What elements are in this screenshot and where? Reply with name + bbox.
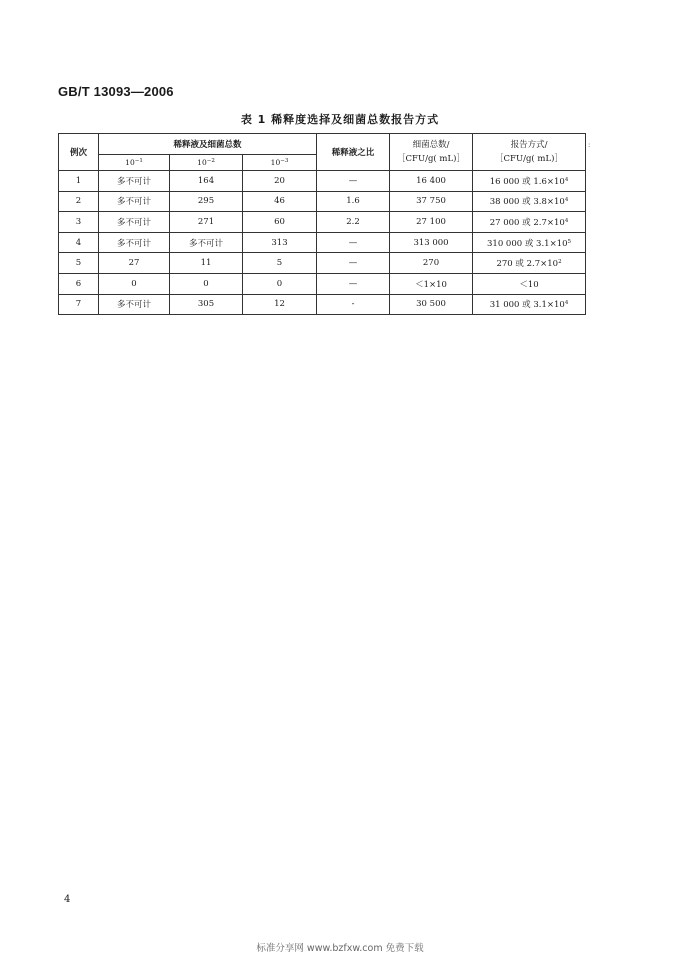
dilution-base: 10 — [197, 158, 207, 167]
header-bacterial-count — [390, 134, 473, 171]
table-row — [59, 212, 586, 233]
report-exponent: 4 — [564, 197, 569, 204]
dilution-exponent: −1 — [134, 158, 143, 164]
cell-dilution-2: 271 — [170, 212, 243, 233]
cell-ratio: — — [317, 232, 390, 253]
header-ratio: 稀释液之比 — [317, 134, 390, 171]
cell-dilution-3: 0 — [243, 273, 317, 294]
cell-case-no: 2 — [59, 191, 99, 212]
cell-ratio: 1.6 — [317, 191, 390, 212]
cell-dilution-3: 20 — [243, 171, 317, 192]
watermark: 标准分享网 www.bzfxw.com 免费下载 — [256, 943, 424, 954]
cell-dilution-2: 164 — [170, 171, 243, 192]
cell-dilution-3: 313 — [243, 232, 317, 253]
dilution-exponent: −3 — [280, 158, 289, 164]
cell-case-no: 5 — [59, 253, 99, 274]
cell-bacterial-count: 16 400 — [390, 171, 473, 192]
cell-dilution-2: 11 — [170, 253, 243, 274]
cell-case-no: 6 — [59, 273, 99, 294]
cell-dilution-2: 305 — [170, 294, 243, 315]
cell-case-no: 1 — [59, 171, 99, 192]
report-value: 38 000 或 3.8×10 — [489, 197, 565, 208]
cell-dilution-3: 12 — [243, 294, 317, 315]
report-exponent: 4 — [564, 217, 569, 224]
dilution-report-table — [58, 133, 586, 315]
cell-dilution-2: 0 — [170, 273, 243, 294]
cell-dilution-1: 27 — [99, 253, 170, 274]
header-case-no: 例次 — [59, 134, 99, 171]
table-row — [59, 232, 586, 253]
cell-report-method — [473, 294, 586, 315]
header-bacterial-count-line2: ［CFU/g( mL)］ — [397, 154, 465, 164]
header-report-method-line1: 报告方式/ — [510, 140, 548, 150]
cell-bacterial-count: ＜1×10 — [390, 273, 473, 294]
cell-bacterial-count: 27 100 — [390, 212, 473, 233]
report-exponent: 2 — [558, 259, 562, 266]
report-exponent: 4 — [564, 300, 569, 307]
report-value: 27 000 或 2.7×10 — [489, 217, 565, 228]
header-dilution-group: 稀释液及细菌总数 — [99, 134, 317, 155]
cell-dilution-3: 46 — [243, 191, 317, 212]
report-exponent: 4 — [564, 176, 569, 183]
standard-code: GB/T 13093—2006 — [58, 84, 174, 99]
report-value: 16 000 或 1.6×10 — [489, 176, 565, 187]
report-value: 270 或 2.7×10 — [496, 259, 559, 270]
page-number: 4 — [64, 894, 71, 905]
cell-bacterial-count: 30 500 — [390, 294, 473, 315]
dilution-base: 10 — [270, 158, 281, 167]
header-dilution-3 — [243, 155, 317, 171]
cell-dilution-1: 多不可计 — [99, 232, 170, 253]
cell-report-method — [473, 191, 586, 212]
header-bacterial-count-line1: 细菌总数/ — [412, 140, 450, 150]
cell-dilution-1: 0 — [99, 273, 170, 294]
cell-report-method — [473, 171, 586, 192]
table-row — [59, 253, 586, 274]
table-title: 表 1 稀释度选择及细菌总数报告方式 — [240, 113, 440, 126]
cell-dilution-2: 多不可计 — [170, 232, 243, 253]
table-row — [59, 294, 586, 315]
report-value: 310 000 或 3.1×10 — [487, 238, 568, 249]
report-value: 31 000 或 3.1×10 — [489, 300, 565, 311]
dilution-exponent: −2 — [206, 158, 215, 164]
report-value: ＜10 — [519, 279, 539, 290]
cell-case-no: 3 — [59, 212, 99, 233]
cell-dilution-3: 60 — [243, 212, 317, 233]
cell-dilution-2: 295 — [170, 191, 243, 212]
cell-bacterial-count: 37 750 — [390, 191, 473, 212]
cell-case-no: 7 — [59, 294, 99, 315]
cell-ratio: — — [317, 273, 390, 294]
cell-bacterial-count: 270 — [390, 253, 473, 274]
cell-report-method — [473, 253, 586, 274]
report-exponent: 5 — [567, 238, 572, 245]
cell-report-method — [473, 212, 586, 233]
cell-dilution-1: 多不可计 — [99, 171, 170, 192]
cell-ratio: - — [317, 294, 390, 315]
cell-ratio: — — [317, 171, 390, 192]
cell-report-method — [473, 273, 586, 294]
scan-artifact-mark: : — [588, 141, 591, 149]
cell-bacterial-count: 313 000 — [390, 232, 473, 253]
header-dilution-1 — [99, 155, 170, 171]
cell-dilution-1: 多不可计 — [99, 294, 170, 315]
cell-ratio: — — [317, 253, 390, 274]
cell-dilution-3: 5 — [243, 253, 317, 274]
header-dilution-2 — [170, 155, 243, 171]
header-report-method — [473, 134, 586, 171]
table-row — [59, 171, 586, 192]
cell-dilution-1: 多不可计 — [99, 212, 170, 233]
dilution-base: 10 — [125, 158, 135, 167]
cell-ratio: 2.2 — [317, 212, 390, 233]
header-report-method-line2: ［CFU/g( mL)］ — [495, 154, 563, 164]
table-row — [59, 191, 586, 212]
cell-report-method — [473, 232, 586, 253]
cell-case-no: 4 — [59, 232, 99, 253]
cell-dilution-1: 多不可计 — [99, 191, 170, 212]
table-row — [59, 273, 586, 294]
